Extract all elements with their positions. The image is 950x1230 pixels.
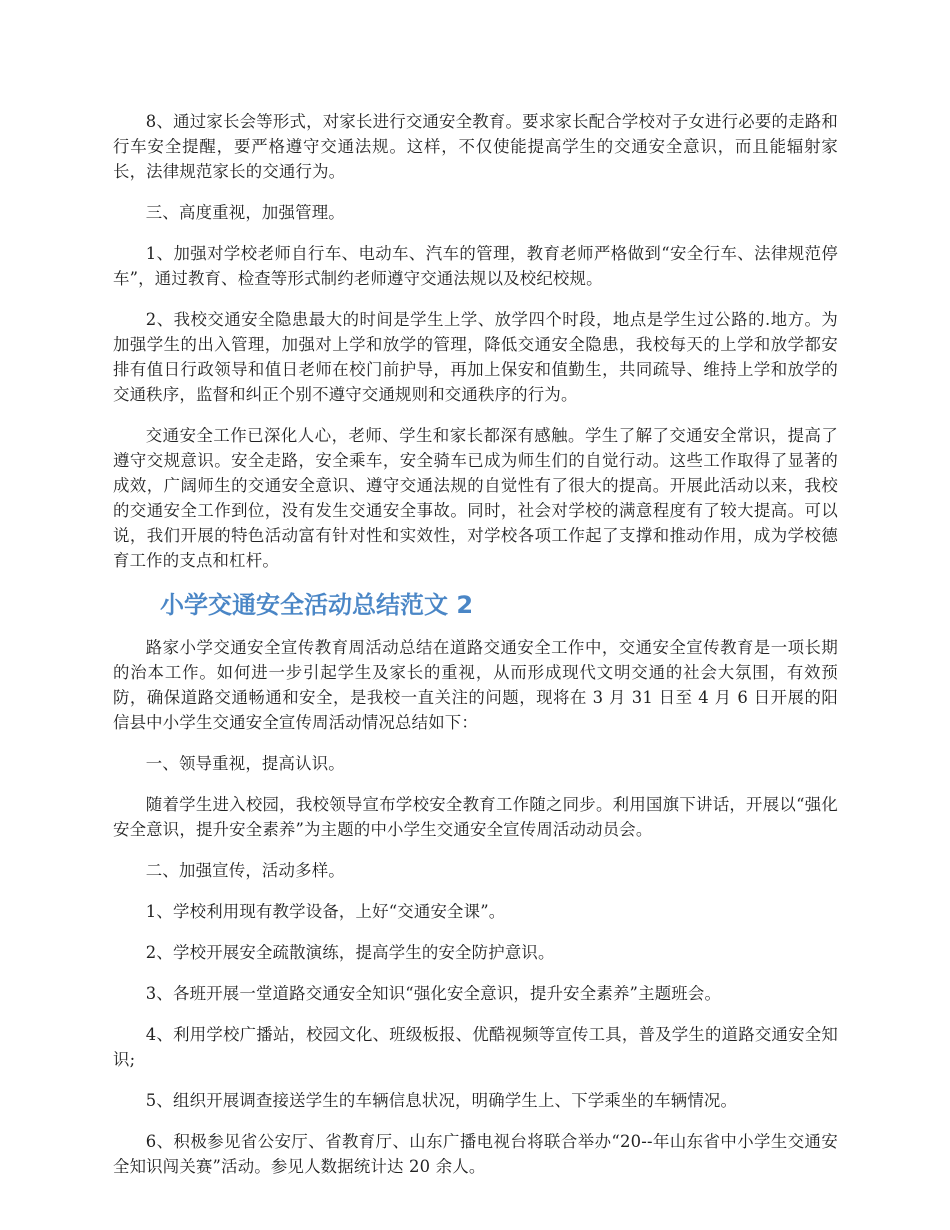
section-heading-text: 一、领导重视，提高认识。	[145, 754, 345, 773]
paragraph: 2、我校交通安全隐患最大的时间是学生上学、放学四个时段，地点是学生过公路的.地方。为加强学生的出入管理，加强对上学和放学的管理，降低交通安全隐患，我校每天的上学和放学都安排有值日行政领导和值日老师在校门前护导，再加上保安和值勤生，共同疏导、维持上学和放学的交通秩序，监督和纠正个别不遵守交通规则和交通秩序的行为。	[113, 310, 838, 404]
list-item: 3、各班开展一堂道路交通安全知识“强化安全意识，提升安全素养”主题班会。	[145, 984, 722, 1003]
paragraph: 8、通过家长会等形式，对家长进行交通安全教育。要求家长配合学校对子女进行必要的走路和行车安全提醒，要严格遵守交通法规。这样，不仅使能提高学生的交通安全意识，而且能辐射家长，法律规范家长的交通行为。	[113, 112, 838, 181]
section-heading-text: 三、高度重视，加强管理。	[145, 203, 345, 222]
document-body	[113, 109, 838, 1195]
paragraph: 路家小学交通安全宣传教育周活动总结在道路交通安全工作中，交通安全宣传教育是一项长期的治本工作。如何进一步引起学生及家长的重视，从而形成现代文明交通的社会大氛围，有效预防，确保道路交通畅通和安全，是我校一直关注的问题，现将在 3 月 31 日至 4 月 6 日开展的阳信县中小学生交通安全宣传周活动情况总结如下：	[113, 638, 838, 732]
section-heading-text: 二、加强宣传，活动多样。	[145, 861, 345, 880]
list-item: 5、组织开展调查接送学生的车辆信息状况，明确学生上、下学乘坐的车辆情况。	[145, 1091, 738, 1110]
list-item: 6、积极参见省公安厅、省教育厅、山东广播电视台将联合举办“20--年山东省中小学生交通安全知识闯关赛”活动。参见人数据统计达 20 余人。	[113, 1132, 838, 1176]
article-title: 小学交通安全活动总结范文 2	[160, 591, 474, 619]
list-item: 2、学校开展安全疏散演练，提高学生的安全防护意识。	[145, 943, 555, 962]
paragraph: 随着学生进入校园，我校领导宣布学校安全教育工作随之同步。利用国旗下讲话，开展以“强化安全意识，提升安全素养”为主题的中小学生交通安全宣传周活动动员会。	[113, 795, 838, 839]
list-item: 1、学校利用现有教学设备，上好“交通安全课”。	[145, 902, 506, 921]
list-item: 4、利用学校广播站，校园文化、班级板报、优酷视频等宣传工具，普及学生的道路交通安全知识;	[113, 1025, 838, 1069]
paragraph: 1、加强对学校老师自行车、电动车、汽车的管理，教育老师严格做到“安全行车、法律规范停车”，通过教育、检查等形式制约老师遵守交通法规以及校纪校规。	[113, 244, 838, 288]
paragraph: 交通安全工作已深化人心，老师、学生和家长都深有感触。学生了解了交通安全常识，提高了遵守交规意识。安全走路，安全乘车，安全骑车已成为师生们的自觉行动。这些工作取得了显著的成效，广阔师生的交通安全意识、遵守交通法规的自觉性有了很大的提高。开展此活动以来，我校的交通安全工作到位，没有发生交通安全事故。同时，社会对学校的满意程度有了较大提高。可以说，我们开展的特色活动富有针对性和实效性，对学校各项工作起了支撑和推动作用，成为学校德育工作的支点和杠杆。	[113, 426, 838, 570]
